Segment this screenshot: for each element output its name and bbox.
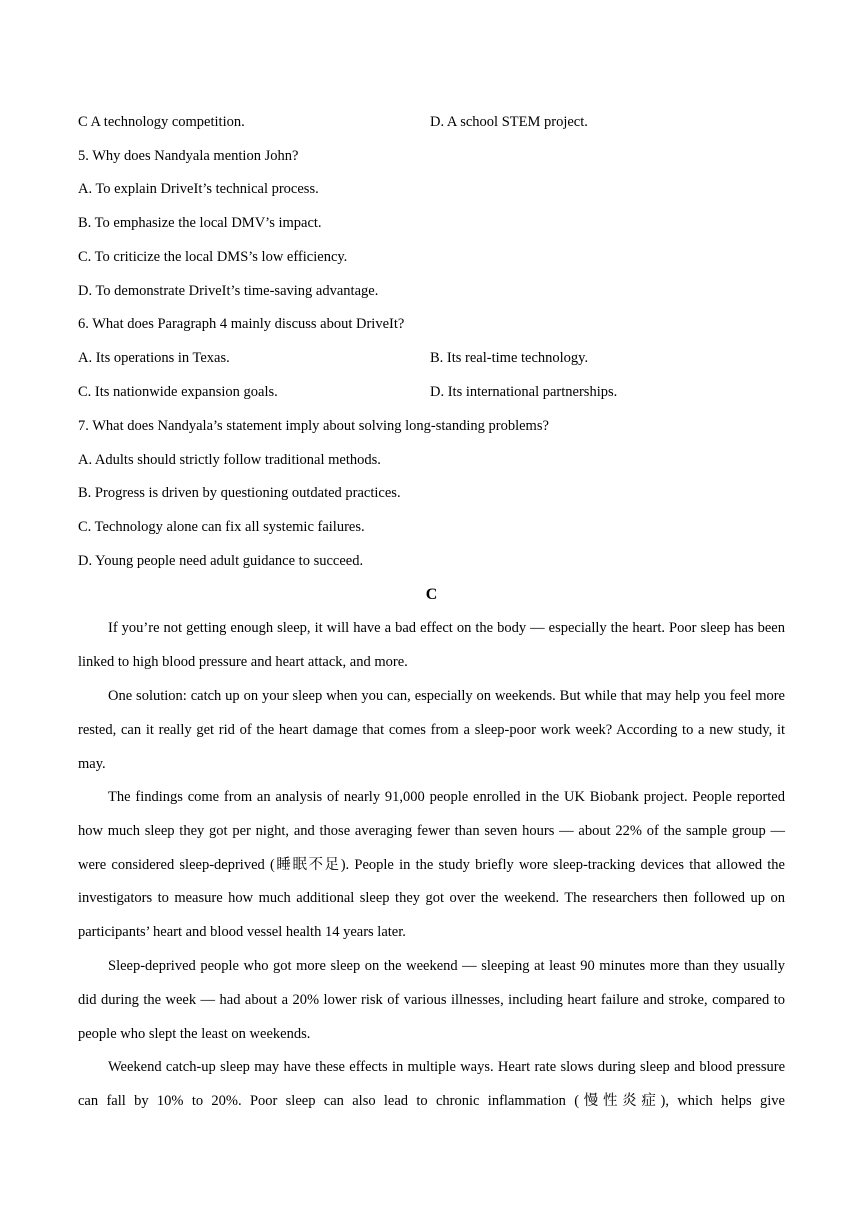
- q7-option-b: B. Progress is driven by questioning outdated practices.: [78, 485, 401, 501]
- q7-stem: 7. What does Nandyala’s statement imply about solving long-standing problems?: [78, 418, 549, 434]
- passage-paragraph-5: Weekend catch-up sleep may have these effects in multiple ways. Heart rate slows during sleep and blood pressure can fall by 10% to 20%. Poor sleep can also lead to chronic inflammation (慢性炎症), which helps give: [78, 1059, 785, 1109]
- q7-option-d: D. Young people need adult guidance to succeed.: [78, 553, 364, 569]
- q6-option-d: D. Its international partnerships.: [430, 384, 618, 400]
- q6-option-b: B. Its real-time technology.: [430, 350, 589, 366]
- q5-option-d: D. To demonstrate DriveIt’s time-saving advantage.: [78, 283, 379, 299]
- q6-option-a: A. Its operations in Texas.: [78, 350, 230, 366]
- q5-stem: 5. Why does Nandyala mention John?: [78, 148, 299, 164]
- passage-paragraph-3: The findings come from an analysis of nearly 91,000 people enrolled in the UK Biobank project. People reported how much sleep they got per night, and those averaging fewer than seven hours — about 22% of the sample group — were considered sleep-deprived (睡眠不足). People in the study briefly wore sleep-tracking devices that allowed the investigators to measure how much additional sleep they got over the weekend. The researchers then followed up on participants’ heart and blood vessel health 14 years later.: [78, 789, 785, 941]
- passage-paragraph-4: Sleep-deprived people who got more sleep on the weekend — sleeping at least 90 minutes more than they usually did during the week — had about a 20% lower risk of various illnesses, including heart failure and stroke, compared to people who slept the least on weekends.: [78, 958, 785, 1042]
- q5-option-a: A. To explain DriveIt’s technical process.: [78, 181, 319, 197]
- q5-option-b: B. To emphasize the local DMV’s impact.: [78, 215, 322, 231]
- q6-stem: 6. What does Paragraph 4 mainly discuss about DriveIt?: [78, 316, 405, 332]
- q6-option-c: C. Its nationwide expansion goals.: [78, 384, 278, 400]
- passage-paragraph-2: One solution: catch up on your sleep when you can, especially on weekends. But while that may help you feel more rested, can it really get rid of the heart damage that comes from a sleep-poor work week? According to a new study, it may.: [78, 688, 785, 772]
- q5-option-c: C. To criticize the local DMS’s low efficiency.: [78, 249, 348, 265]
- section-c-heading: C: [425, 586, 438, 603]
- q7-option-c: C. Technology alone can fix all systemic failures.: [78, 519, 365, 535]
- q7-option-a: A. Adults should strictly follow traditional methods.: [78, 452, 381, 468]
- q4-option-d: D. A school STEM project.: [430, 114, 588, 130]
- q4-option-c: C A technology competition.: [78, 114, 245, 130]
- passage-paragraph-1: If you’re not getting enough sleep, it will have a bad effect on the body — especially the heart. Poor sleep has been linked to high blood pressure and heart attack, and more.: [78, 620, 785, 670]
